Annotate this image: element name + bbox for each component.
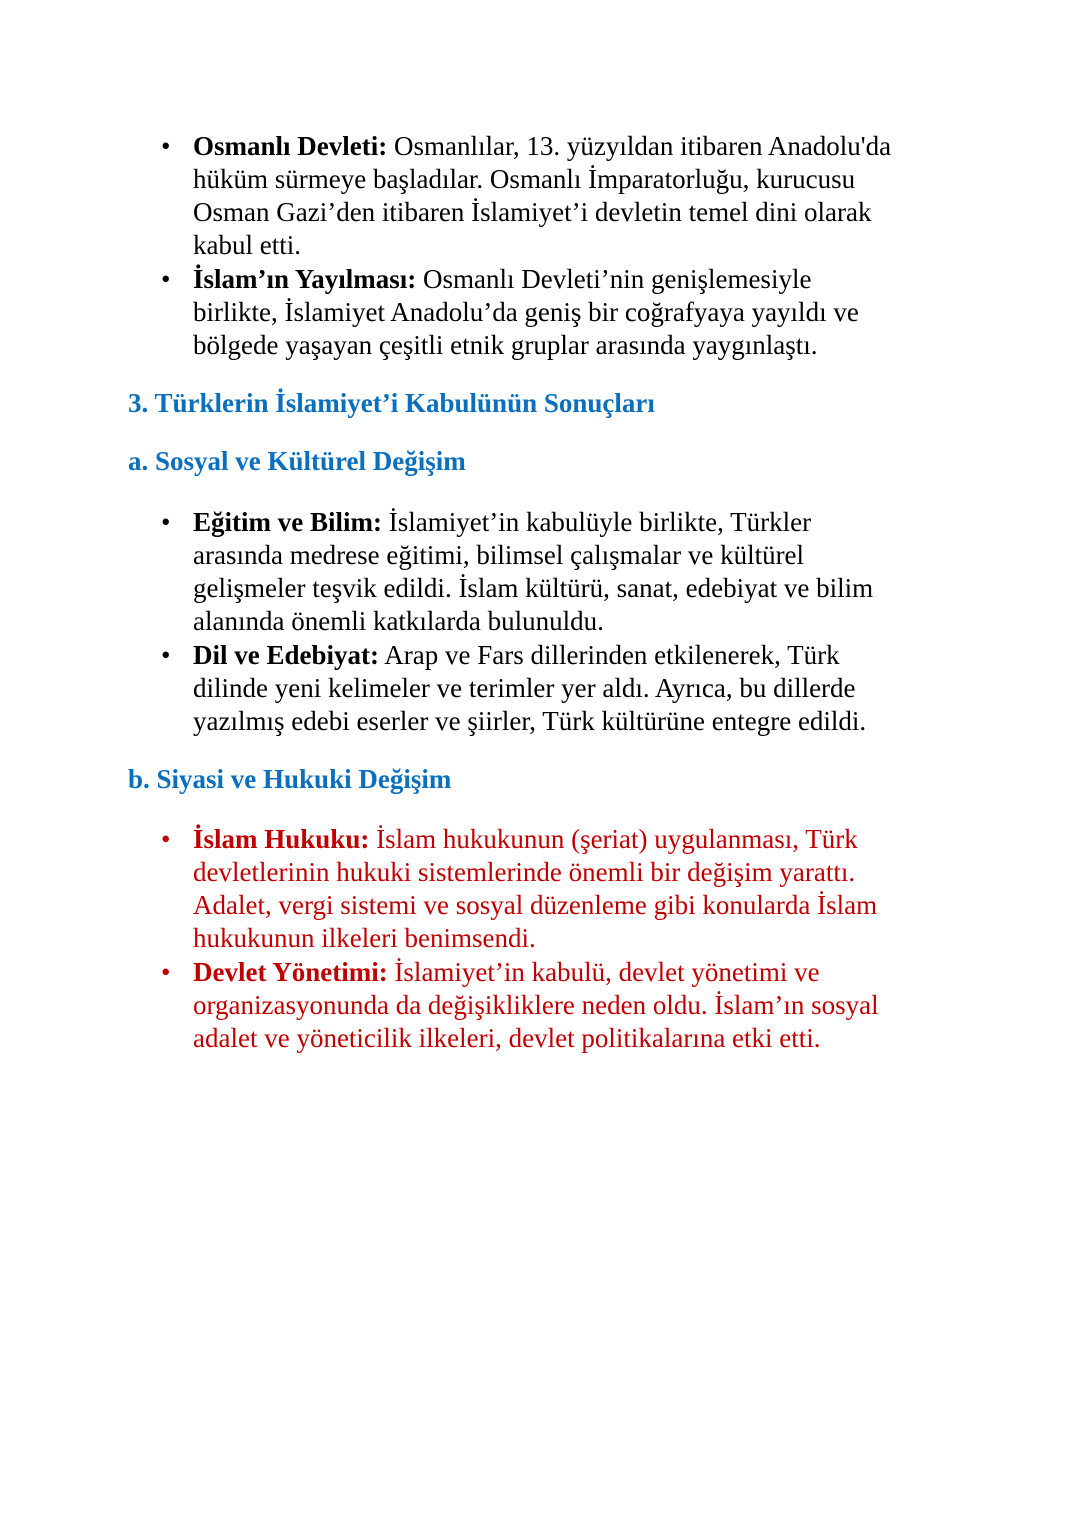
item-label: İslam’ın Yayılması: [193, 264, 417, 294]
bullet-icon: • [161, 824, 171, 854]
bullet-icon: • [161, 957, 171, 987]
item-line [193, 823, 877, 856]
item-text: Arap ve Fars dillerinden etkilenerek, Türk [379, 640, 840, 670]
item-text: gelişmeler teşvik edildi. İslam kültürü, sanat, edebiyat ve bilim [193, 573, 874, 603]
item-line [193, 229, 891, 262]
item-text: Osman Gazi’den itibaren İslamiyet’i devletin temel dini olarak [193, 197, 872, 227]
item-text: İslam hukukunun (şeriat) uygulanması, Türk [369, 824, 858, 854]
item-line [193, 329, 859, 362]
item-line [193, 889, 877, 922]
item-text: organizasyonunda da değişikliklere neden oldu. İslam’ın sosyal [193, 990, 879, 1020]
item-line [193, 705, 866, 738]
item-text: Osmanlı Devleti’nin genişlemesiyle [416, 264, 812, 294]
item-text: Adalet, vergi sistemi ve sosyal düzenleme gibi konularda İslam [193, 890, 878, 920]
item-line [193, 989, 879, 1022]
list-item [161, 823, 878, 955]
bullet-icon: • [161, 131, 171, 161]
item-line [193, 856, 877, 889]
list-item [161, 956, 879, 1055]
item-text: Osmanlılar, 13. yüzyıldan itibaren Anadolu'da [387, 131, 892, 161]
item-text: İslamiyet’in kabulü, devlet yönetimi ve [387, 957, 820, 987]
item-text: dilinde yeni kelimeler ve terimler yer aldı. Ayrıca, bu dillerde [193, 673, 856, 703]
item-text: alanında önemli katkılarda bulunuldu. [193, 606, 604, 636]
item-line [193, 263, 859, 296]
item-text: bölgede yaşayan çeşitli etnik gruplar arasında yaygınlaştı. [193, 330, 818, 360]
item-line [193, 296, 859, 329]
item-text: yazılmış edebi eserler ve şiirler, Türk kültürüne entegre edildi. [193, 706, 867, 736]
item-text: hukukunun ilkeleri benimsendi. [193, 923, 536, 953]
subsection-heading-a: a. Sosyal ve Kültürel Değişim [128, 446, 466, 476]
item-line [193, 639, 866, 672]
item-line [193, 506, 873, 539]
item-text: adalet ve yöneticilik ilkeleri, devlet politikalarına etki etti. [193, 1023, 821, 1053]
item-label: Dil ve Edebiyat: [193, 640, 379, 670]
item-line [193, 672, 866, 705]
item-line [193, 956, 879, 989]
list-item [161, 130, 892, 262]
item-line [193, 539, 873, 572]
list-item [161, 506, 874, 638]
item-line [193, 196, 891, 229]
item-label: Devlet Yönetimi: [193, 957, 388, 987]
item-text: hüküm sürmeye başladılar. Osmanlı İmparatorluğu, kurucusu [193, 164, 856, 194]
list-item [161, 263, 859, 362]
item-text: arasında medrese eğitimi, bilimsel çalışmalar ve kültürel [193, 540, 805, 570]
section-heading: 3. Türklerin İslamiyet’i Kabulünün Sonuçları [128, 388, 655, 418]
bullet-icon: • [161, 507, 171, 537]
item-line [193, 163, 891, 196]
bullet-icon: • [161, 264, 171, 294]
item-label: İslam Hukuku: [193, 824, 370, 854]
item-text: İslamiyet’in kabulüyle birlikte, Türkler [381, 507, 812, 537]
item-line [193, 1022, 879, 1055]
subsection-heading-b: b. Siyasi ve Hukuki Değişim [128, 764, 452, 794]
item-text: kabul etti. [193, 230, 301, 260]
item-line [193, 572, 873, 605]
item-label: Eğitim ve Bilim: [193, 507, 382, 537]
item-label: Osmanlı Devleti: [193, 131, 388, 161]
item-text: devletlerinin hukuki sistemlerinde önemli bir değişim yarattı. [193, 857, 856, 887]
list-item [161, 639, 867, 738]
item-text: birlikte, İslamiyet Anadolu’da geniş bir coğrafyaya yayıldı ve [193, 297, 859, 327]
item-line [193, 605, 873, 638]
item-line [193, 922, 877, 955]
bullet-icon: • [161, 640, 171, 670]
item-line [193, 130, 891, 163]
